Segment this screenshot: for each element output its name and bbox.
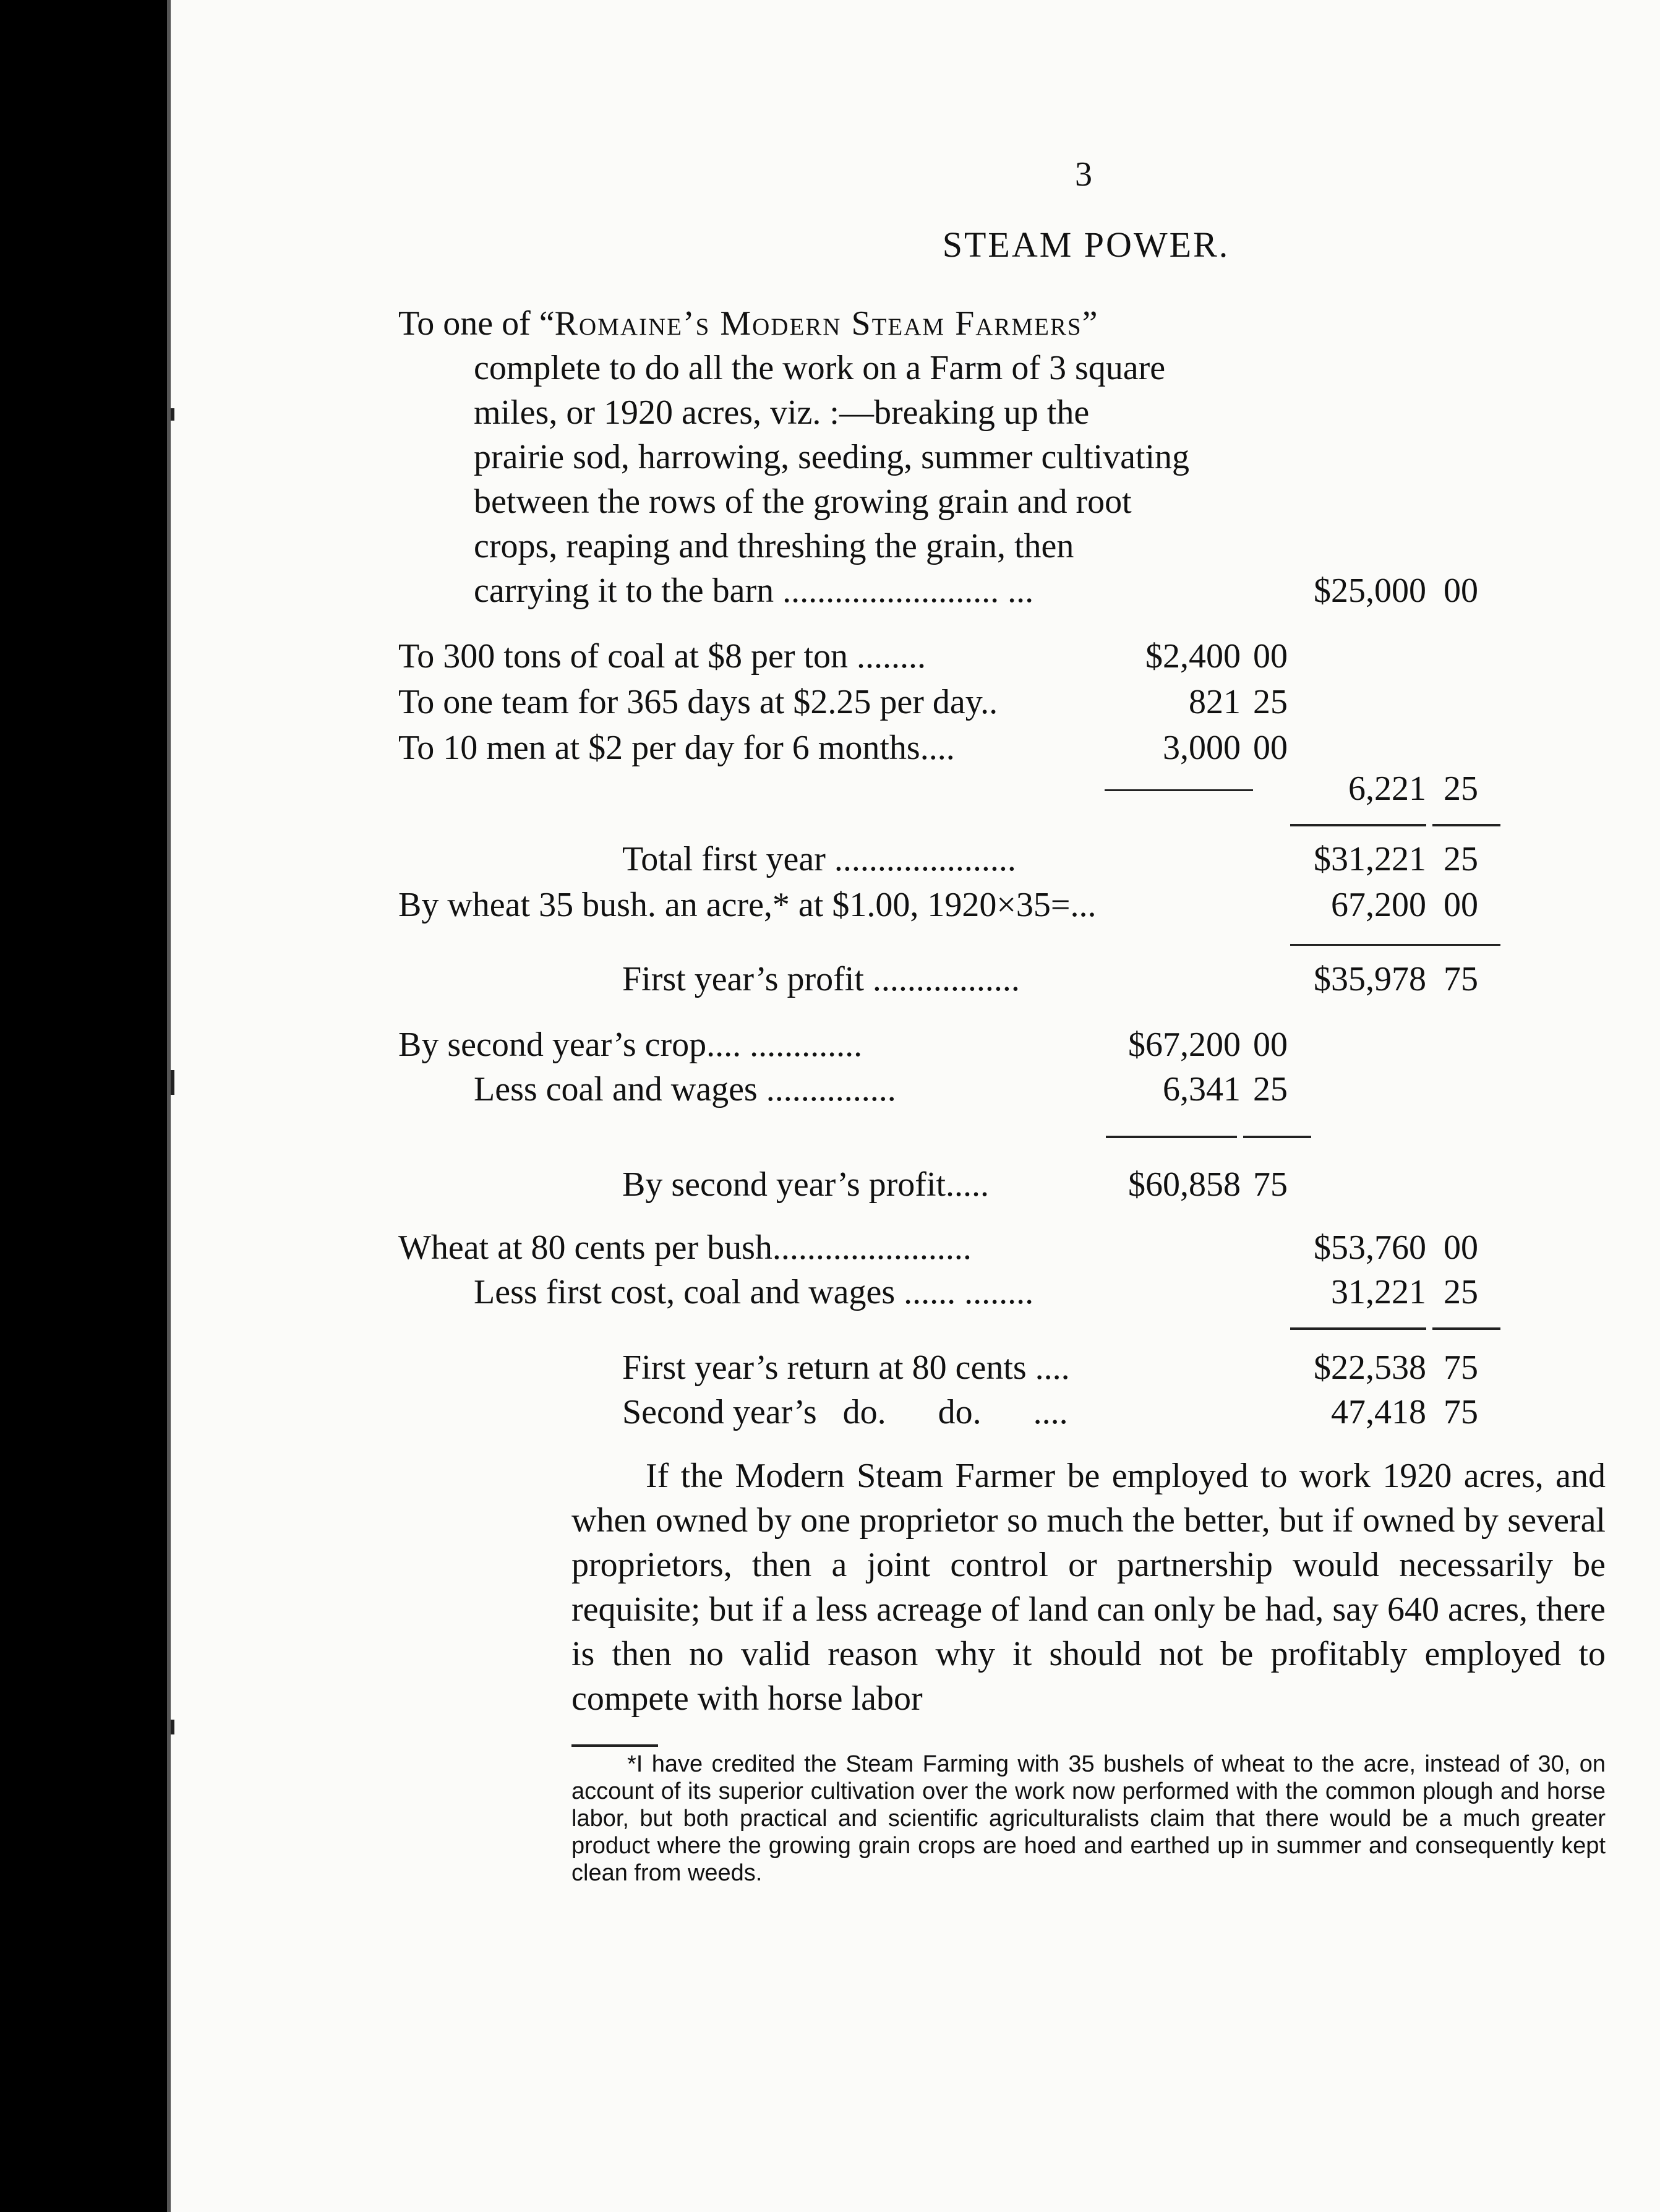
- expense-cents: 00: [1253, 637, 1288, 675]
- return2-cents: 75: [1444, 1393, 1478, 1431]
- return1-label: First year’s return at 80 cents ....: [622, 1348, 1070, 1387]
- sum-rule: [1243, 1136, 1311, 1138]
- less-coal-cents: 25: [1253, 1070, 1288, 1108]
- footnote-rule: [571, 1744, 658, 1747]
- return1-amount: $22,538: [1314, 1348, 1426, 1387]
- intro-prefix: To one of “: [398, 304, 555, 343]
- margin-mark: [171, 1720, 174, 1734]
- sum-rule: [1105, 789, 1253, 791]
- second-crop-label: By second year’s crop.... .............: [398, 1026, 863, 1064]
- intro-amount: $25,000: [1314, 572, 1426, 610]
- first-profit-label: First year’s profit .................: [622, 960, 1020, 998]
- intro-suffix: ”: [1082, 304, 1098, 343]
- page-content: [171, 0, 1660, 2212]
- intro-cents: 00: [1444, 572, 1478, 610]
- second-profit-label: By second year’s profit.....: [622, 1165, 990, 1204]
- intro-name: Romaine’s Modern Steam Farmers: [554, 304, 1082, 343]
- return2-label: Second year’s do. do. ....: [622, 1393, 1068, 1431]
- expense-amount: 3,000: [1163, 729, 1241, 767]
- less-first-cents: 25: [1444, 1273, 1478, 1311]
- page-title: STEAM POWER.: [942, 225, 1230, 265]
- wheat80-label: Wheat at 80 cents per bush.......................: [398, 1228, 972, 1267]
- expenses-total-cents: 25: [1444, 769, 1478, 808]
- intro-line: crops, reaping and threshing the grain, then: [474, 527, 1074, 565]
- second-profit-cents: 75: [1253, 1165, 1288, 1204]
- total-first-year-label: Total first year .....................: [622, 840, 1016, 878]
- expense-cents: 00: [1253, 729, 1288, 767]
- footnote: [571, 1751, 1606, 1887]
- second-crop-amount: $67,200: [1128, 1026, 1241, 1064]
- sum-rule: [1290, 824, 1426, 826]
- wheat-credit-cents: 00: [1444, 886, 1478, 924]
- intro-line: miles, or 1920 acres, viz. :—breaking up the: [474, 393, 1090, 432]
- return1-cents: 75: [1444, 1348, 1478, 1387]
- expense-cents: 25: [1253, 683, 1288, 721]
- expense-amount: 821: [1189, 683, 1241, 721]
- second-crop-cents: 00: [1253, 1026, 1288, 1064]
- less-coal-amount: 6,341: [1163, 1070, 1241, 1108]
- expense-amount: $2,400: [1145, 637, 1241, 675]
- sum-rule: [1106, 1136, 1237, 1138]
- second-profit-amount: $60,858: [1128, 1165, 1241, 1204]
- expense-label: To 300 tons of coal at $8 per ton ........: [398, 637, 926, 675]
- book-page: [167, 0, 1660, 2212]
- expenses-total-amount: 6,221: [1348, 769, 1426, 808]
- sum-rule: [1432, 824, 1500, 826]
- first-profit-cents: 75: [1444, 960, 1478, 998]
- margin-mark: [171, 408, 174, 421]
- intro-line: between the rows of the growing grain and root: [474, 482, 1132, 521]
- wheat-credit-label: By wheat 35 bush. an acre,* at $1.00, 1920×35=...: [398, 886, 1097, 924]
- sum-rule: [1290, 944, 1500, 946]
- margin-mark: [171, 1070, 174, 1095]
- footnote-text: *I have credited the Steam Farming with 35 bushels of wheat to the acre, instead of 30, on account of its superior cultivation over the work now performed with the common plough and horse labor, but both practical and scientific agriculturalists claim that there would be a much greater product where the growing grain crops are hoed and earthed up in summer and consequently kept clean from weeds.: [571, 1751, 1606, 1886]
- wheat80-cents: 00: [1444, 1228, 1478, 1267]
- return2-amount: 47,418: [1331, 1393, 1426, 1431]
- total-first-year-cents: 25: [1444, 840, 1478, 878]
- expense-label: To one team for 365 days at $2.25 per day..: [398, 683, 998, 721]
- wheat80-amount: $53,760: [1314, 1228, 1426, 1267]
- wheat-credit-amount: 67,200: [1331, 886, 1426, 924]
- expense-label: To 10 men at $2 per day for 6 months....: [398, 729, 955, 767]
- first-profit-amount: $35,978: [1314, 960, 1426, 998]
- intro-line: prairie sod, harrowing, seeding, summer cultivating: [474, 438, 1190, 476]
- less-first-amount: 31,221: [1331, 1273, 1426, 1311]
- total-first-year-amount: $31,221: [1314, 840, 1426, 878]
- sum-rule: [1432, 1327, 1500, 1330]
- sum-rule: [1290, 1327, 1426, 1330]
- less-first-label: Less first cost, coal and wages ...... ........: [474, 1273, 1034, 1311]
- body-paragraph: [571, 1454, 1606, 1721]
- intro-line: complete to do all the work on a Farm of 3 square: [474, 349, 1166, 387]
- paragraph-text: If the Modern Steam Farmer be employed to work 1920 acres, and when owned by one proprietor so much the better, but if owned by several proprietors, then a joint control or partnership would necessarily be requisite; but if a less acreage of land can only be had, say 640 acres, there is then no valid reason why it should not be profitably employed to compete with horse labor: [571, 1457, 1606, 1718]
- intro-line: carrying it to the barn ......................... ...: [474, 572, 1034, 610]
- less-coal-label: Less coal and wages ...............: [474, 1070, 896, 1108]
- intro-first-line: [398, 302, 1097, 345]
- page-number: 3: [1075, 155, 1092, 194]
